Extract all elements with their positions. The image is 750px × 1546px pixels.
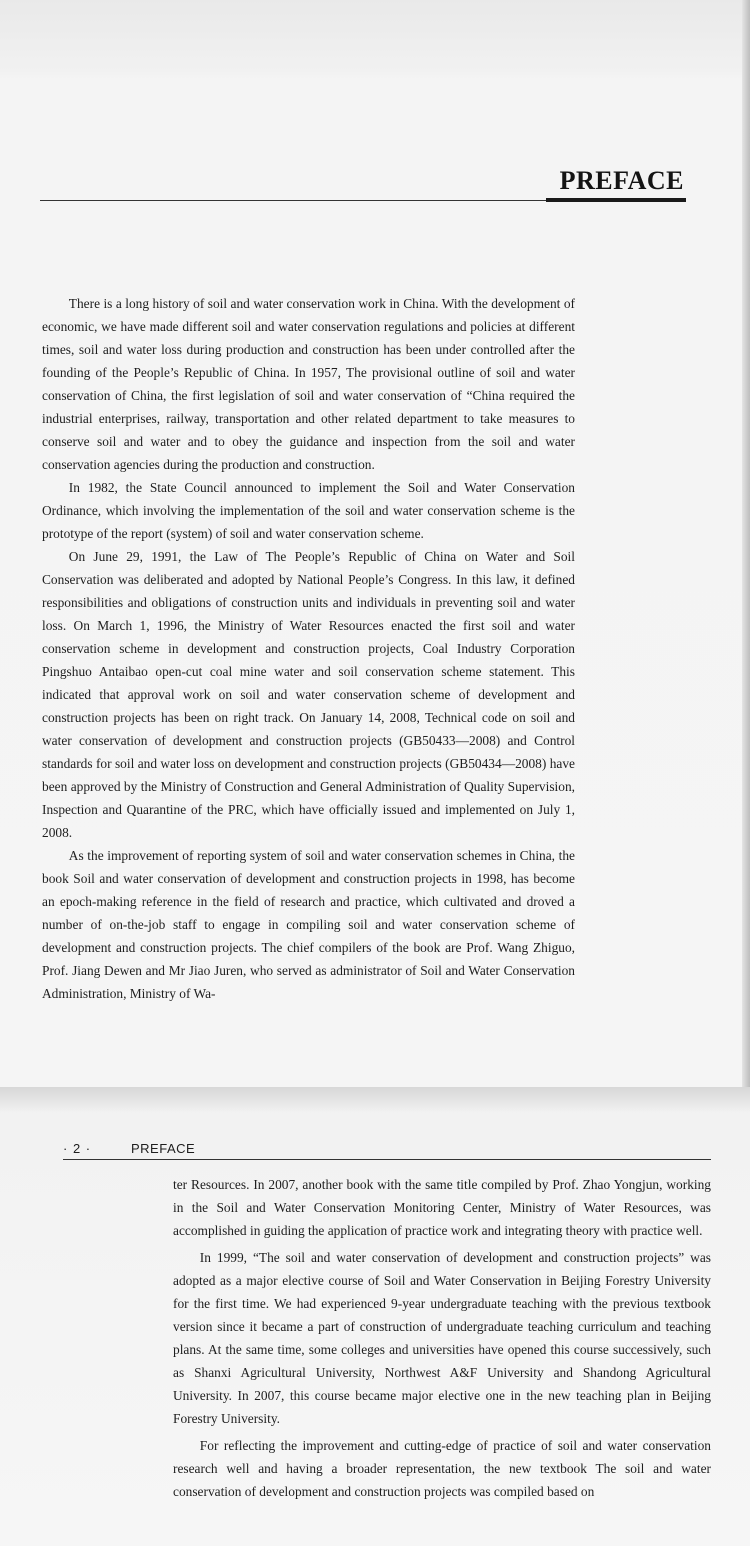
page-edge-shadow — [742, 0, 750, 1087]
paragraph: On June 29, 1991, the Law of The People’s Republic of China on Water and Soil Conservation was deliberated and adopted by National People’s Congress. In this law, it defined responsibilities and obligations of construction units and individuals in preventing soil and water loss. On March 1, 1996, the Ministry of Water Resources enacted the first soil and water conservation scheme in development and construction projects, Coal Industry Corporation Pingshuo Antaibao open-cut coal mine water and soil conservation scheme statement. This indicated that approval work on soil and water conservation scheme of development and construction projects has been on right track. On January 14, 2008, Technical code on soil and water conservation of development and construction projects (GB50433—2008) and Control standards for soil and water loss on development and construction projects (GB50434—2008) have been approved by the Ministry of Construction and General Administration of Quality Supervision, Inspection and Quarantine of the PRC, which have officially issued and implemented on July 1, 2008. — [42, 549, 575, 840]
paragraph: In 1999, “The soil and water conservation of development and construction projects” was adopted as a major elective course of Soil and Water Conservation in Beijing Forestry University for the first time. We had experienced 9-year undergraduate teaching with the previous textbook version since it became a part of construction of undergraduate teaching curriculum and teaching plans. At the same time, some colleges and universities have opened this course successively, such as Shanxi Agricultural University, Northwest A&F University and Shandong Agricultural University. In 2007, this course became major elective one in the new teaching plan in Beijing Forestry University. — [173, 1250, 711, 1426]
running-header-label: PREFACE — [131, 1141, 196, 1156]
paragraph: As the improvement of reporting system of soil and water conservation schemes in China, the book Soil and water conservation of development and construction projects in 1998, has become an epoch-making reference in the field of research and practice, which cultivated and droved a number of on-the-job staff to engage in compiling soil and water conservation scheme of development and construction projects. The chief compilers of the book are Prof. Wang Zhiguo, Prof. Jiang Dewen and Mr Jiao Juren, who served as administrator of Soil and Water Conservation Administration, Ministry of Wa- — [42, 848, 575, 1001]
paragraph: In 1982, the State Council announced to implement the Soil and Water Conservation Ordinance, which involving the implementation of the soil and water conservation scheme is the prototype of the report (system) of soil and water conservation scheme. — [42, 480, 575, 541]
paragraph: For reflecting the improvement and cutting-edge of practice of soil and water conservation research well and having a broader representation, the new textbook The soil and water conservation of development and construction projects was compiled based on — [173, 1438, 711, 1499]
body-text-page-one — [42, 292, 575, 1005]
title-rule-accent — [546, 198, 686, 202]
paragraph: There is a long history of soil and water conservation work in China. With the development of economic, we have made different soil and water conservation regulations and policies at different times, soil and water loss during production and construction has been under controlled after the founding of the People’s Republic of China. In 1957, The provisional outline of soil and water conservation of China, the first legislation of soil and water conservation of “China required the industrial enterprises, railway, transportation and other related department to take measures to conserve soil and water and to obey the guidance and inspection from the soil and water conservation agencies during the production and construction. — [42, 296, 575, 472]
scan-top-band — [0, 0, 750, 72]
paragraph: ter Resources. In 2007, another book with the same title compiled by Prof. Zhao Yongjun, working in the Soil and Water Conservation Monitoring Center, Ministry of Water Resources, was accomplished in guiding the application of practice work and integrating theory with practice well. — [173, 1177, 711, 1238]
page-number: · 2 · — [63, 1141, 92, 1156]
running-header — [63, 1141, 711, 1160]
body-text-page-two — [173, 1173, 711, 1503]
page-title: PREFACE — [559, 166, 684, 195]
